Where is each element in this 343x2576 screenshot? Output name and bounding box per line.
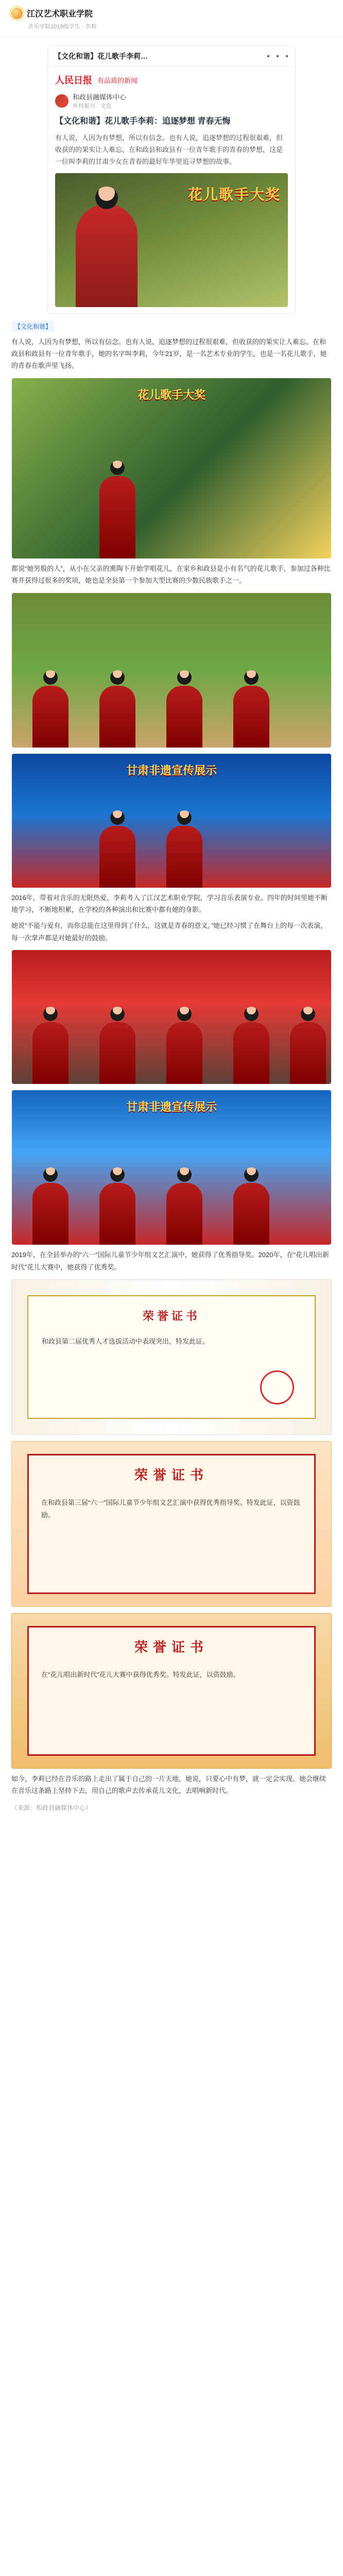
award-certificate-photo-2	[11, 1613, 332, 1769]
award-title-1: 荣誉证书	[134, 1467, 209, 1483]
brand	[11, 7, 332, 19]
org-row	[55, 92, 288, 110]
card-banner-text: 花儿歌手大奖	[187, 186, 281, 202]
performer-figure	[99, 1022, 135, 1084]
paragraph-4: 她说“不能与爱有，而你总能在这里得到了什么，这就是青春的意义。”她已经习惯了在舞台上的每一次表演，每一次掌声都是对她最好的鼓励。	[11, 922, 328, 942]
more-dot-icon	[277, 55, 279, 57]
card-nav-title: 【文化和谐】花儿歌手李莉…	[54, 52, 148, 60]
stage-photo-1	[12, 754, 331, 888]
award-body-2: 在“花儿唱出新时代”花儿大赛中获得优秀奖。特发此证，以资鼓励。	[41, 1670, 240, 1679]
org-meta: 乡村振兴 · 文化	[73, 103, 112, 109]
performer-figure	[166, 1183, 202, 1245]
school-logo-icon	[11, 8, 23, 19]
performer-figure	[166, 826, 202, 888]
person-figure	[166, 686, 202, 748]
performer-figure	[290, 1022, 326, 1084]
masthead	[55, 73, 288, 87]
certificate	[27, 1295, 316, 1419]
card-actions[interactable]	[266, 55, 289, 57]
seal-icon	[260, 1370, 294, 1404]
award-certificate-1	[27, 1454, 316, 1594]
award-certificate-2	[27, 1626, 316, 1756]
more-dot-icon	[267, 55, 269, 57]
people-daily-logo: 人民日报	[55, 75, 92, 86]
org-name: 和政县融媒体中心	[73, 93, 127, 101]
photo-banner-text-1: 花儿歌手大奖	[137, 388, 205, 401]
performer-figure	[233, 1183, 269, 1245]
award-title-2: 荣誉证书	[134, 1639, 209, 1655]
group-photo	[12, 593, 331, 748]
article-content	[0, 314, 343, 1812]
org-badge-icon	[55, 94, 68, 108]
person-figure	[233, 686, 269, 748]
certificate-title: 荣誉证书	[142, 1309, 200, 1323]
paragraph-6: 如今，李莉已经在音乐的路上走出了属于自己的一片天地，她说，只要心中有梦，就一定会实现。她会继续在音乐这条路上坚持下去，用自己的歌声去传承花儿文化，去唱响新时代。	[11, 1774, 327, 1795]
card-article-title: 【文化和谐】花儿歌手李莉：追逐梦想 青春无悔	[55, 117, 231, 126]
share-card[interactable]	[47, 45, 296, 314]
header-meta: 音乐学院2019级学生 · 李莉	[28, 24, 97, 30]
card-banner-image	[55, 173, 288, 307]
paragraph-1: 有人说，人因为有梦想，所以有信念。也有人说，追逐梦想的过程很艰难，但收获的的果实让人难忘。在和政县和政县有一位青年歌手，她的名字叫李莉，今年21岁，是一名艺术专业的学生，也是一名花儿歌手，她的青春在歌声里飞扬。	[11, 337, 327, 370]
card-article-body: 有人说，人因为有梦想，所以有信念。也有人说，追逐梦想的过程很艰难，但收获的的果实让人难忘，在和政县和政县有一位青年歌手的青春的梦想，这是一位叫李莉的甘肃少女在青春的最好年华里追寻梦想的故事。	[55, 134, 283, 165]
card-navbar	[48, 46, 295, 67]
certificate-body: 和政县第二届优秀人才选拔活动中表现突出，特发此证。	[42, 1337, 210, 1345]
award-body-1: 在和政县第三届“六一”国际儿童节少年组文艺汇演中获得优秀指导奖。特发此证，以资鼓励。	[41, 1498, 300, 1519]
stage-photo-3	[12, 1090, 331, 1245]
performer-figure	[166, 1022, 202, 1084]
award-certificate-photo-1	[11, 1441, 332, 1607]
category-tag[interactable]: 【文化和谐】	[11, 321, 55, 332]
performance-photo-1	[12, 378, 331, 558]
source-note: （来源：和政县融媒体中心）	[11, 1804, 92, 1811]
performer-figure	[99, 1183, 135, 1245]
stage-photo-2	[12, 950, 331, 1084]
performer-figure	[32, 1022, 68, 1084]
certificate-photo	[11, 1279, 332, 1435]
singer-figure	[99, 476, 135, 558]
photo-banner-text-2: 甘肃非遗宣传展示	[126, 764, 217, 777]
more-dot-icon	[286, 55, 288, 57]
brand-name: 江汉艺术职业学院	[27, 10, 93, 19]
performer-figure	[233, 1022, 269, 1084]
photo-banner-text-3: 甘肃非遗宣传展示	[126, 1100, 217, 1114]
person-figure	[99, 686, 135, 748]
paragraph-3: 2016年，带着对音乐的无限热爱，李莉考入了江汉艺术职业学院，学习音乐表演专业。四年的时间里她不断地学习，不断地积累，在学校的各种演出和比赛中都有她的身影。	[11, 893, 328, 913]
singer-figure	[76, 204, 138, 307]
paragraph-2: 都说“她男般的人”，从小在父亲的熏陶下开始学唱花儿，在家乡和政县是小有名气的花儿歌手，参加过各种比赛并获得过很多的奖项，她也是全县第一个参加大型比赛的少数民族歌手之一。	[11, 564, 331, 585]
performer-figure	[99, 826, 135, 888]
people-daily-sub: 有品质的新闻	[97, 76, 138, 84]
header	[0, 0, 343, 30]
person-figure	[32, 686, 68, 748]
paragraph-5: 2019年，在全县举办的“六一”国际儿童节少年组文艺汇演中，她获得了优秀指导奖。2020年，在“花儿唱出新时代”花儿大赛中，她获得了优秀奖。	[11, 1251, 329, 1271]
performer-figure	[32, 1183, 68, 1245]
card-content	[48, 67, 295, 313]
